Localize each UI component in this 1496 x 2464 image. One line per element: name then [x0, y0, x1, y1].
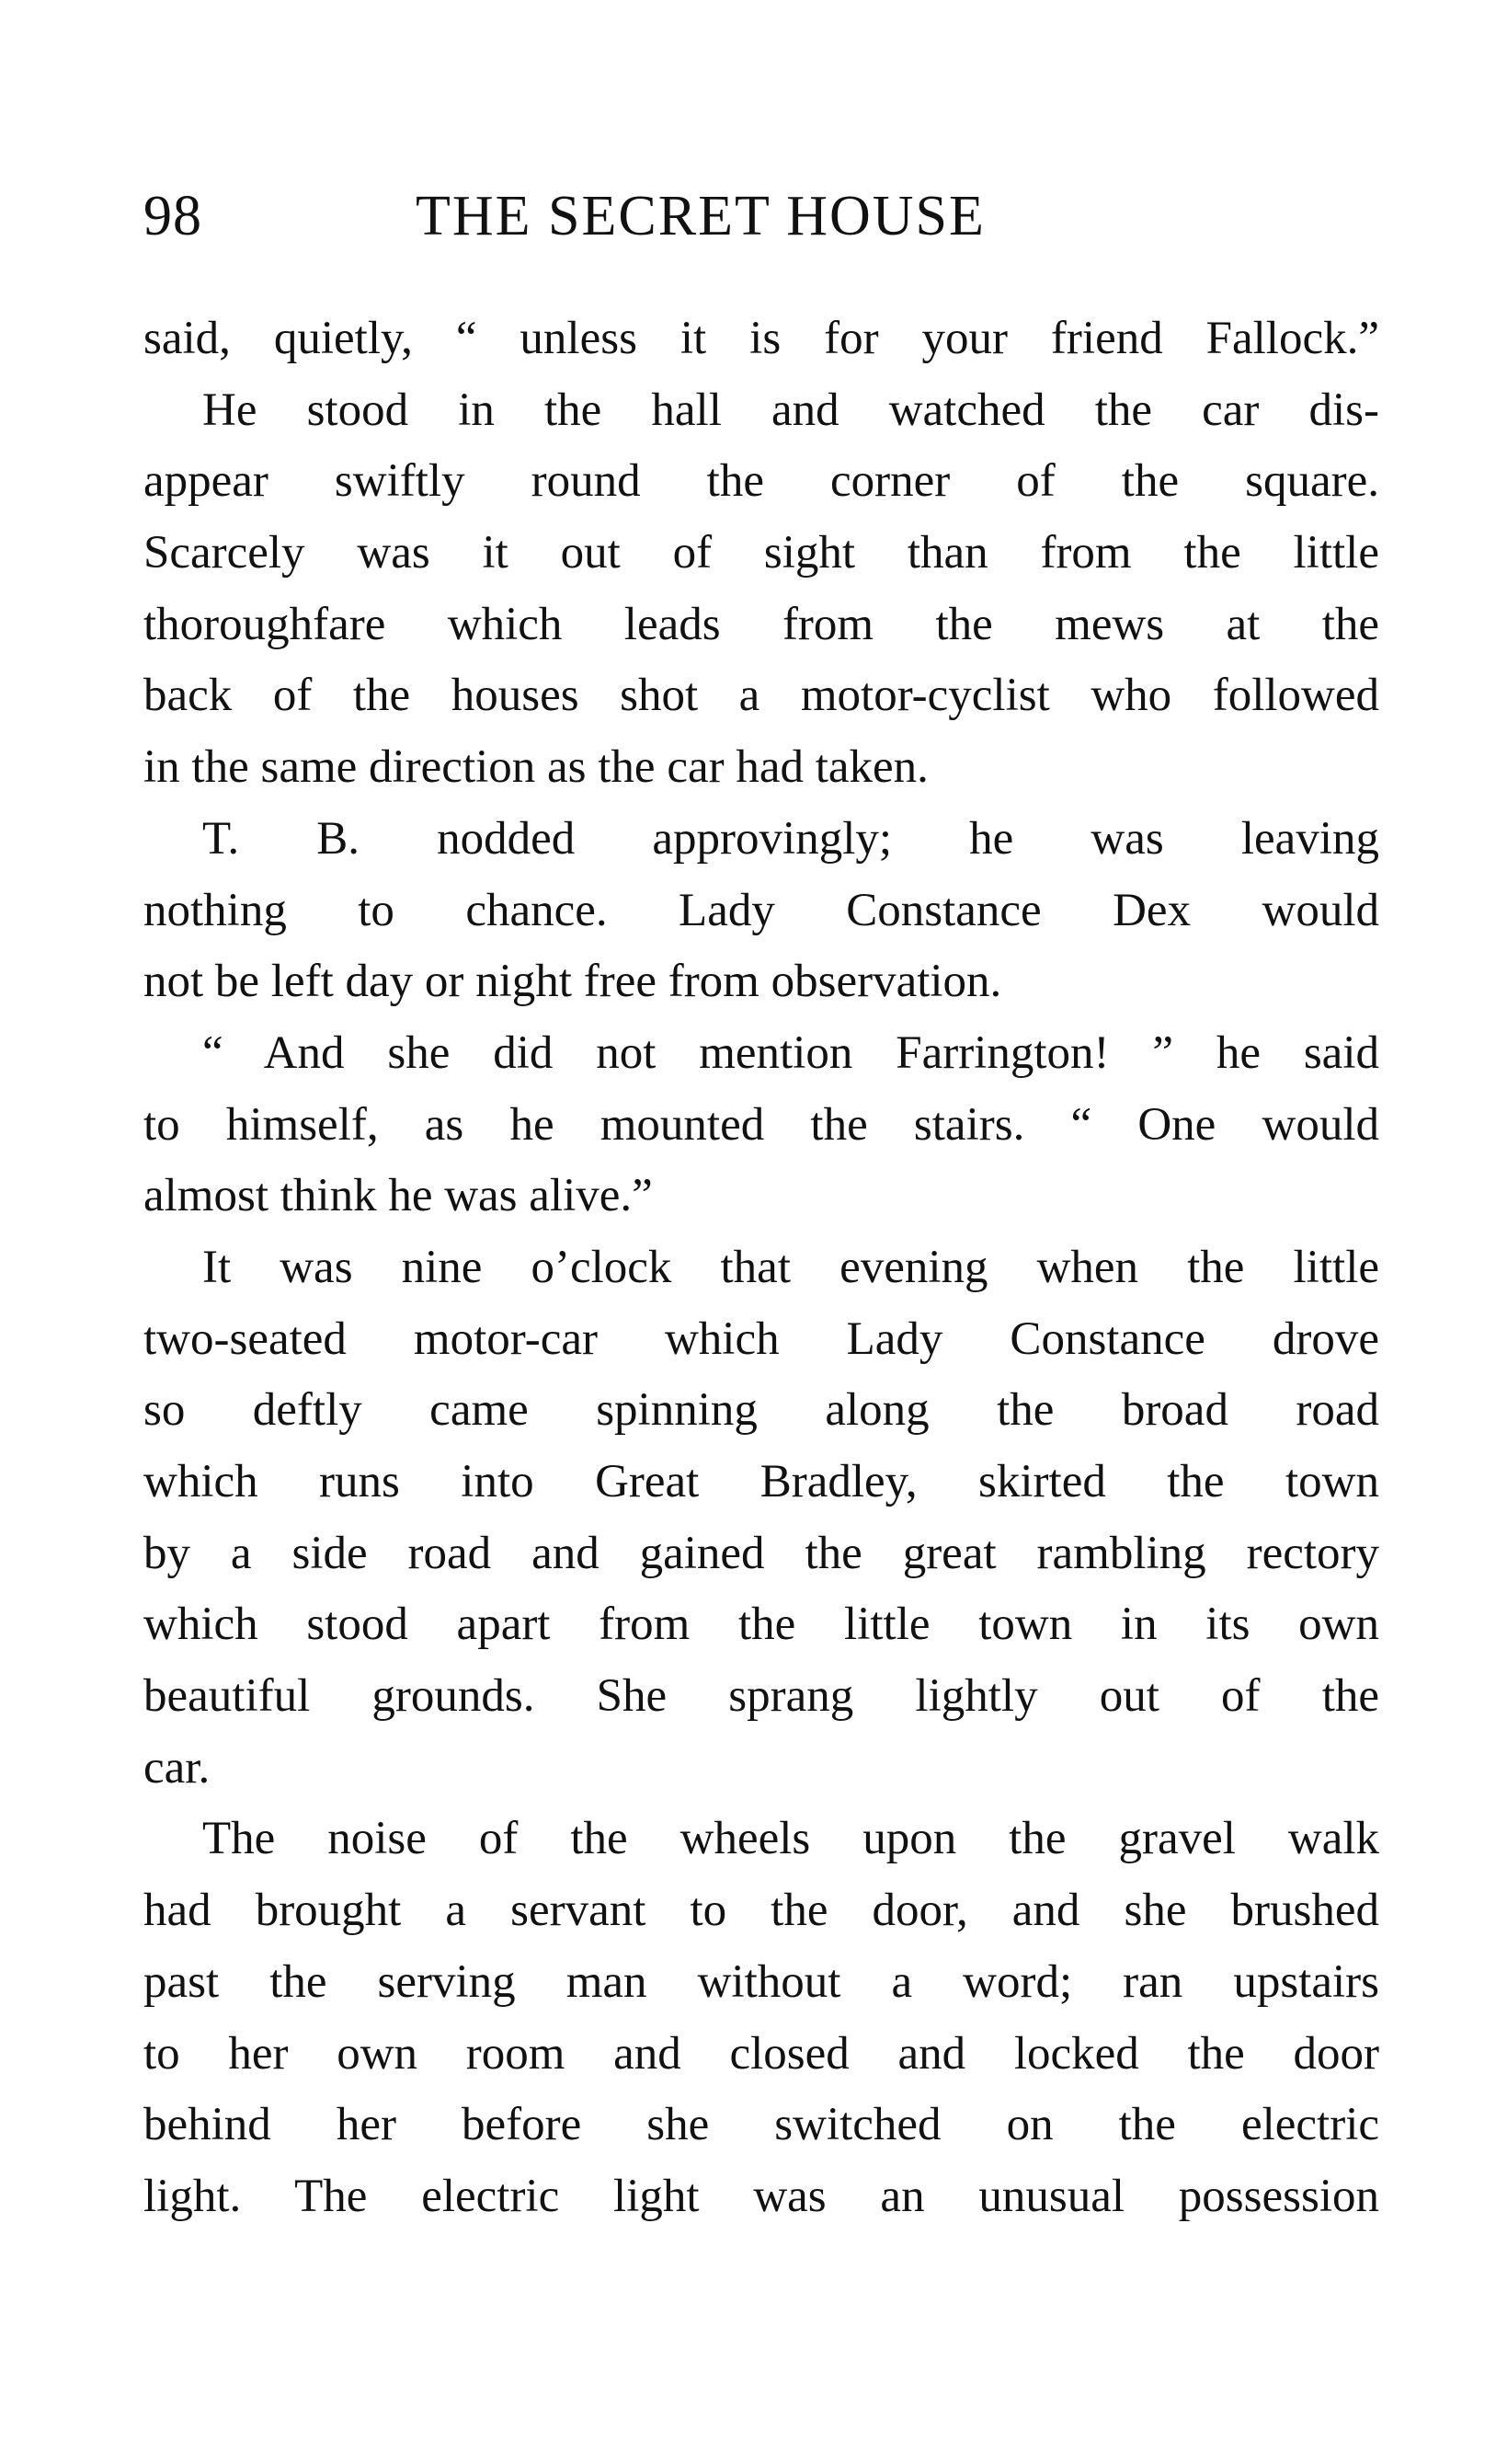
text-line: nothing to chance. Lady Constance Dex would: [143, 884, 1379, 936]
text-line: The noise of the wheels upon the gravel walk: [202, 1813, 1379, 1865]
text-line: in the same direction as the car had taken.: [143, 741, 929, 794]
text-line: car.: [143, 1741, 211, 1794]
text-line: light. The electric light was an unusual possession: [143, 2170, 1379, 2222]
text-line: not be left day or night free from observation.: [143, 956, 1002, 1008]
text-line: to her own room and closed and locked the door: [143, 2027, 1379, 2080]
text-line: “ And she did not mention Farrington! ” he said: [202, 1026, 1379, 1079]
text-line: almost think he was alive.”: [143, 1170, 653, 1222]
text-line: said, quietly, “ unless it is for your friend Fallock.”: [143, 313, 1379, 364]
page-number: 98: [143, 185, 202, 247]
text-line: so deftly came spinning along the broad road: [143, 1384, 1379, 1437]
text-line: which runs into Great Bradley, skirted the town: [143, 1456, 1379, 1507]
text-line: had brought a servant to the door, and she brushed: [143, 1885, 1379, 1937]
running-title: THE SECRET HOUSE: [416, 185, 986, 247]
body-text: [143, 304, 1379, 2233]
text-line: back of the houses shot a motor-cyclist who followed: [143, 670, 1379, 722]
text-line: to himself, as he mounted the stairs. “ One would: [143, 1098, 1379, 1151]
text-line: beautiful grounds. She sprang lightly out of the: [143, 1670, 1379, 1723]
text-line: Scarcely was it out of sight than from the little: [143, 527, 1379, 579]
text-line: T. B. nodded approvingly; he was leaving: [202, 812, 1379, 865]
text-line: appear swiftly round the corner of the square.: [143, 455, 1379, 508]
text-line: by a side road and gained the great rambling rectory: [143, 1527, 1379, 1579]
text-line: two-seated motor-car which Lady Constance drove: [143, 1312, 1379, 1365]
text-line: behind her before she switched on the electric: [143, 2099, 1379, 2151]
text-line: It was nine o’clock that evening when the little: [202, 1241, 1379, 1293]
text-line: thoroughfare which leads from the mews at the: [143, 598, 1379, 650]
text-line: He stood in the hall and watched the car dis-: [202, 384, 1379, 436]
text-line: which stood apart from the little town in its own: [143, 1599, 1379, 1651]
text-line: past the serving man without a word; ran upstairs: [143, 1955, 1379, 2008]
